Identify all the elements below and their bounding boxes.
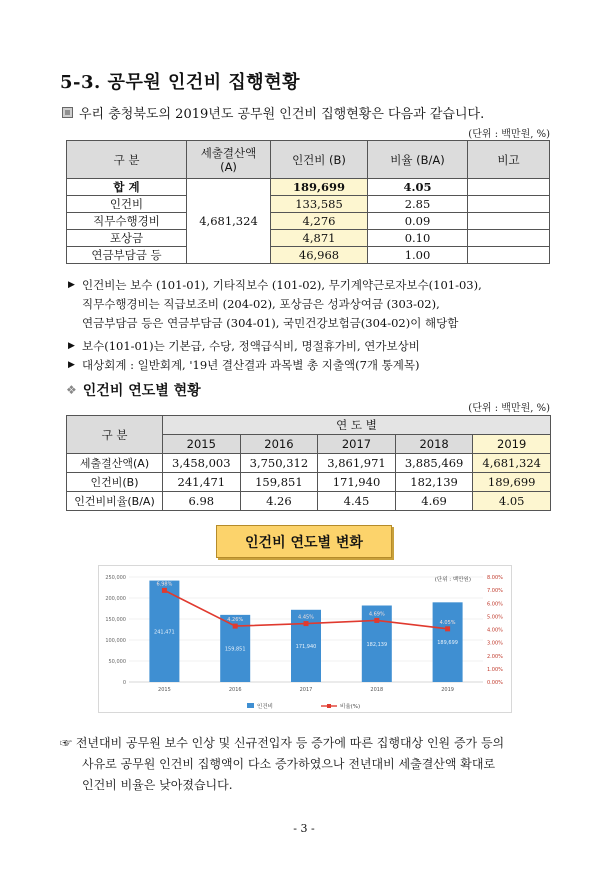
year-value: 3,861,971 xyxy=(318,454,396,473)
labor-cost-table xyxy=(66,140,550,264)
year-value: 182,139 xyxy=(395,473,473,492)
row-label: 세출결산액(A) xyxy=(67,454,163,473)
sub-title xyxy=(66,380,201,400)
intro-paragraph xyxy=(62,103,484,122)
legend-line-marker xyxy=(327,704,331,708)
ratio-value-label: 4.45% xyxy=(298,614,314,621)
year-value: 4.69 xyxy=(395,492,473,511)
page-number: - 3 - xyxy=(293,822,315,835)
table-row xyxy=(67,230,550,247)
year-value: 3,458,003 xyxy=(163,454,241,473)
ratio-value: 2.85 xyxy=(368,196,468,213)
closing-paragraph xyxy=(60,733,560,796)
table-row xyxy=(67,213,550,230)
remark-cell xyxy=(468,213,550,230)
y-right-tick-label: 2.00% xyxy=(487,653,503,660)
closing-line-1 xyxy=(60,733,560,754)
remark-cell xyxy=(468,247,550,264)
square-bullet-icon xyxy=(62,107,73,118)
table-row xyxy=(67,473,551,492)
year-value: 4.45 xyxy=(318,492,396,511)
note-item xyxy=(66,337,566,356)
sub-title-text: 인건비 연도별 현황 xyxy=(82,383,201,399)
notes-list xyxy=(66,276,566,375)
y-right-tick-label: 1.00% xyxy=(487,666,503,673)
col-header-labor: 인건비 (B) xyxy=(271,141,368,179)
year-value: 4.26 xyxy=(240,492,318,511)
bar-value-label: 241,471 xyxy=(154,629,175,636)
ratio-value-label: 4.05% xyxy=(439,619,456,626)
table-row xyxy=(67,454,551,473)
bar-value-label: 182,139 xyxy=(366,641,388,648)
y-right-tick-label: 7.00% xyxy=(487,588,503,595)
ratio-value-label: 4.26% xyxy=(227,617,244,624)
y-left-tick-label: 50,000 xyxy=(108,659,126,665)
y-left-tick-label: 250,000 xyxy=(105,575,126,581)
pointing-hand-icon: ☞ xyxy=(60,736,76,750)
ratio-point xyxy=(162,588,167,593)
year-value: 159,851 xyxy=(240,473,318,492)
unit-label-1: (단위 : 백만원, %) xyxy=(468,129,550,140)
x-tick-label: 2015 xyxy=(158,687,171,693)
row-label: 연금부담금 등 xyxy=(67,247,187,264)
labor-value: 46,968 xyxy=(271,247,368,264)
year-header: 2017 xyxy=(318,435,396,454)
year-value: 4.05 xyxy=(473,492,551,511)
closing-text: 전년대비 공무원 보수 인상 및 신규전입자 등 증가에 따른 집행대상 인원 증가 등의 xyxy=(75,736,505,750)
y-right-tick-label: 4.00% xyxy=(487,627,503,634)
col-header-remark: 비고 xyxy=(468,141,550,179)
remark-cell xyxy=(468,230,550,247)
labor-value: 189,699 xyxy=(271,179,368,196)
y-right-tick-label: 5.00% xyxy=(487,614,503,621)
x-tick-label: 2018 xyxy=(370,687,384,693)
legend-bar-swatch xyxy=(247,703,254,708)
labor-value: 4,276 xyxy=(271,213,368,230)
ratio-point xyxy=(233,624,238,629)
note-item xyxy=(66,356,566,375)
unit-label-2: (단위 : 백만원, %) xyxy=(468,403,550,414)
row-label: 인건비(B) xyxy=(67,473,163,492)
x-tick-label: 2016 xyxy=(228,687,242,693)
year-header: 2015 xyxy=(163,435,241,454)
ratio-value: 0.10 xyxy=(368,230,468,247)
chart-unit-label: (단위 : 백만원) xyxy=(434,577,471,583)
note-line: 대상회계 : 일반회계, '19년 결산결과 과목별 총 지출액(7개 통계목) xyxy=(82,358,420,372)
ratio-value: 0.09 xyxy=(368,213,468,230)
row-label: 포상금 xyxy=(67,230,187,247)
bar-value-label: 171,940 xyxy=(295,643,317,650)
y-left-tick-label: 200,000 xyxy=(105,596,126,602)
ratio-point xyxy=(445,626,450,631)
ratio-value-label: 4.69% xyxy=(368,611,385,618)
col-header-category: 구 분 xyxy=(67,141,187,179)
labor-value: 133,585 xyxy=(271,196,368,213)
year-value: 3,750,312 xyxy=(240,454,318,473)
yearly-table xyxy=(66,415,551,511)
year-header: 2018 xyxy=(395,435,473,454)
labor-cost-chart xyxy=(99,566,513,714)
bar-value-label: 159,851 xyxy=(224,646,246,653)
chart-title: 인건비 연도별 변화 xyxy=(216,525,392,558)
table-row xyxy=(67,179,550,196)
ratio-value: 4.05 xyxy=(368,179,468,196)
triangle-bullet-icon: ▶ xyxy=(68,360,75,370)
diamond-bullet-icon: ❖ xyxy=(66,383,77,397)
legend-bar-label: 인건비 xyxy=(257,704,273,710)
chart-frame xyxy=(98,565,512,713)
ratio-point xyxy=(374,618,379,623)
bar-value-label: 189,699 xyxy=(437,640,458,647)
remark-cell xyxy=(468,179,550,196)
col-header-years-group: 연 도 별 xyxy=(163,416,551,435)
section-title: 5-3. 공무원 인건비 집행현황 xyxy=(60,72,300,93)
triangle-bullet-icon: ▶ xyxy=(68,280,75,290)
row-label: 직무수행경비 xyxy=(67,213,187,230)
triangle-bullet-icon: ▶ xyxy=(68,341,75,351)
note-line: 연금부담금 등은 연금부담금 (304-01), 국민건강보험금(304-02)이 해당함 xyxy=(82,316,459,330)
col-header-ratio: 비율 (B/A) xyxy=(368,141,468,179)
year-value: 6.98 xyxy=(163,492,241,511)
settled-amount: 4,681,324 xyxy=(187,179,271,264)
labor-value: 4,871 xyxy=(271,230,368,247)
table-row xyxy=(67,247,550,264)
year-value: 3,885,469 xyxy=(395,454,473,473)
year-value: 171,940 xyxy=(318,473,396,492)
y-right-tick-label: 3.00% xyxy=(487,640,503,647)
note-item xyxy=(66,276,566,295)
year-header: 2016 xyxy=(240,435,318,454)
intro-text: 우리 충청북도의 2019년도 공무원 인건비 집행현황은 다음과 같습니다. xyxy=(79,107,485,122)
x-tick-label: 2017 xyxy=(299,687,313,693)
note-line: 보수(101-01)는 기본급, 수당, 정액급식비, 명절휴가비, 연가보상비 xyxy=(82,339,420,353)
ratio-value-label: 6.98% xyxy=(156,581,173,588)
row-label: 인건비비율(B/A) xyxy=(67,492,163,511)
table-row xyxy=(67,196,550,213)
ratio-point xyxy=(304,621,309,626)
legend-line-label: 비율(%) xyxy=(340,704,361,710)
note-line: 직무수행경비는 직급보조비 (204-02), 포상금은 성과상여금 (303-02), xyxy=(82,297,440,311)
y-left-tick-label: 0 xyxy=(122,680,126,686)
row-label: 합 계 xyxy=(67,179,187,196)
year-value: 4,681,324 xyxy=(473,454,551,473)
year-value: 189,699 xyxy=(473,473,551,492)
table-row xyxy=(67,492,551,511)
y-left-tick-label: 100,000 xyxy=(105,638,126,644)
closing-line-2: 사유로 공무원 인건비 집행액이 다소 증가하였으나 전년대비 세출결산액 확대로 xyxy=(82,757,496,771)
y-right-tick-label: 6.00% xyxy=(487,601,503,608)
col-header-settled: 세출결산액 (A) xyxy=(187,141,271,179)
year-header: 2019 xyxy=(473,435,551,454)
note-line: 인건비는 보수 (101-01), 기타직보수 (101-02), 무기계약근로자보수(101-03), xyxy=(82,278,482,292)
y-left-tick-label: 150,000 xyxy=(105,617,126,623)
y-right-tick-label: 0.00% xyxy=(487,680,503,686)
row-label: 인건비 xyxy=(67,196,187,213)
year-value: 241,471 xyxy=(163,473,241,492)
col-header-category: 구 분 xyxy=(67,416,163,454)
closing-line-3: 인건비 비율은 낮아졌습니다. xyxy=(82,778,233,792)
y-right-tick-label: 8.00% xyxy=(487,575,503,581)
remark-cell xyxy=(468,196,550,213)
x-tick-label: 2019 xyxy=(441,687,454,693)
ratio-value: 1.00 xyxy=(368,247,468,264)
